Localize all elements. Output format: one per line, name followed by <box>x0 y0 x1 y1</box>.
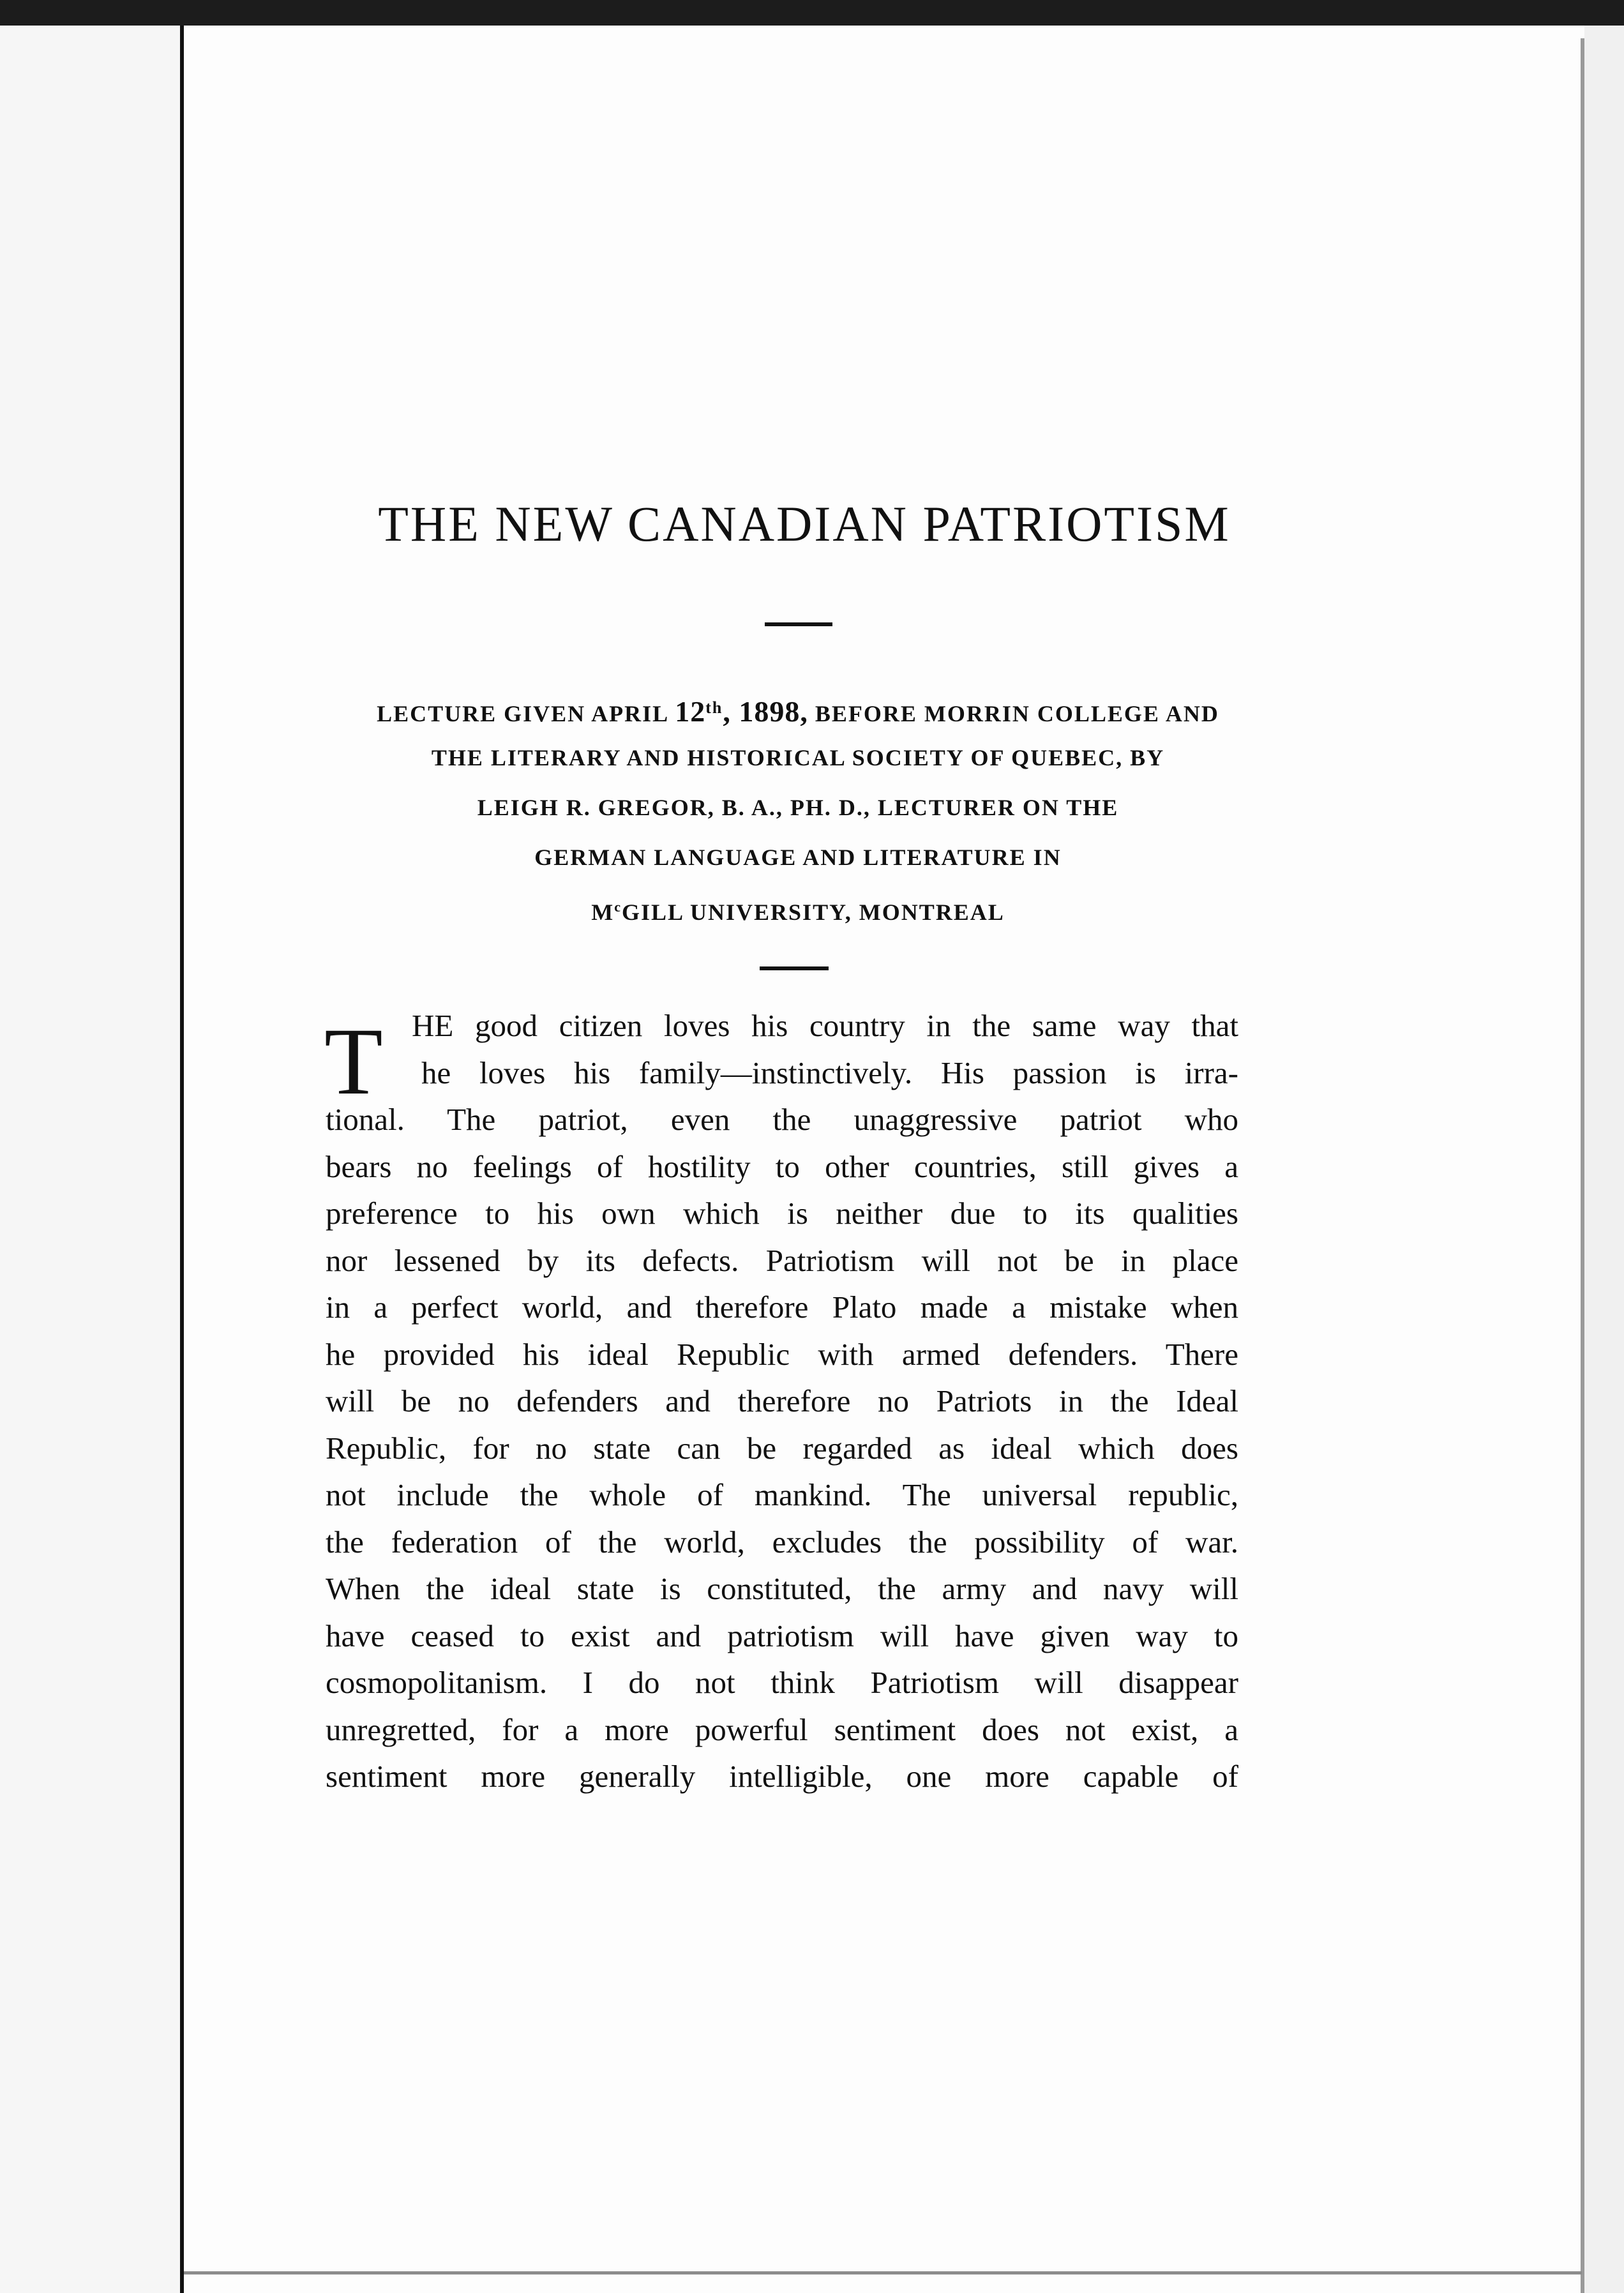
article-title: THE NEW CANADIAN PATRIOTISM <box>378 496 1231 552</box>
body-line-13: When the ideal state is constituted, the army and navy will <box>326 1571 1238 1606</box>
body-text <box>326 1002 1238 1800</box>
drop-cap-letter: T <box>324 1009 383 1115</box>
left-flyleaf <box>0 26 180 2293</box>
byline-line-1 <box>332 683 1264 733</box>
body-line-11: not include the whole of mankind. The universal republic, <box>326 1477 1238 1512</box>
byline-line-3: LEIGH R. GREGOR, B. A., PH. D., LECTURER ON THE <box>477 795 1119 820</box>
lecture-byline <box>332 683 1264 932</box>
byline-line-4: GERMAN LANGUAGE AND LITERATURE IN <box>534 845 1062 870</box>
byline-line-2: THE LITERARY AND HISTORICAL SOCIETY OF QUEBEC, BY <box>431 745 1165 771</box>
body-line-3: tional. The patriot, even the unaggressive patriot who <box>326 1102 1238 1137</box>
byline-divider <box>760 966 829 970</box>
body-line-1: HE good citizen loves his country in the same way that <box>412 1008 1238 1043</box>
body-line-2: he loves his family—instinctively. His passion is irra- <box>421 1055 1238 1090</box>
byline-line-5 <box>332 882 1264 932</box>
body-line-4: bears no feelings of hostility to other countries, still gives a <box>326 1148 1238 1184</box>
body-line-6: nor lessened by its defects. Patriotism will not be in place <box>326 1242 1238 1278</box>
byline-mc-superscript: c <box>614 899 622 915</box>
body-line-9: will be no defenders and therefore no Patriots in the Ideal <box>326 1383 1238 1418</box>
scan-top-border <box>0 0 1624 26</box>
page-bottom-edge <box>184 2271 1582 2274</box>
byline-date-year: , 1898, <box>723 695 808 728</box>
body-line-15: cosmopolitanism. I do not think Patriotism will disappear <box>326 1665 1238 1700</box>
body-line-5: preference to his own which is neither due to its qualities <box>326 1196 1238 1231</box>
byline-university: GILL UNIVERSITY, MONTREAL <box>621 899 1005 925</box>
byline-date-suffix: th <box>705 698 723 717</box>
body-line-17: sentiment more generally intelligible, one more capable of <box>326 1759 1238 1794</box>
body-line-7: in a perfect world, and therefore Plato made a mistake when <box>326 1289 1238 1325</box>
byline-line-1-tail: BEFORE MORRIN COLLEGE AND <box>808 701 1219 726</box>
byline-date-day: 12 <box>675 695 706 728</box>
byline-mc-prefix: M <box>591 899 615 925</box>
body-line-12: the federation of the world, excludes the possibility of war. <box>326 1524 1238 1560</box>
body-line-10: Republic, for no state can be regarded as ideal which does <box>326 1430 1238 1466</box>
byline-line-1-lead: LECTURE GIVEN APRIL <box>377 701 675 726</box>
body-line-8: he provided his ideal Republic with armed defenders. There <box>326 1336 1238 1372</box>
body-line-14: have ceased to exist and patriotism will have given way to <box>326 1618 1238 1653</box>
body-line-16: unregretted, for a more powerful sentiment does not exist, a <box>326 1711 1238 1747</box>
title-divider <box>765 622 832 626</box>
scan-outer-margin <box>1584 26 1624 2293</box>
